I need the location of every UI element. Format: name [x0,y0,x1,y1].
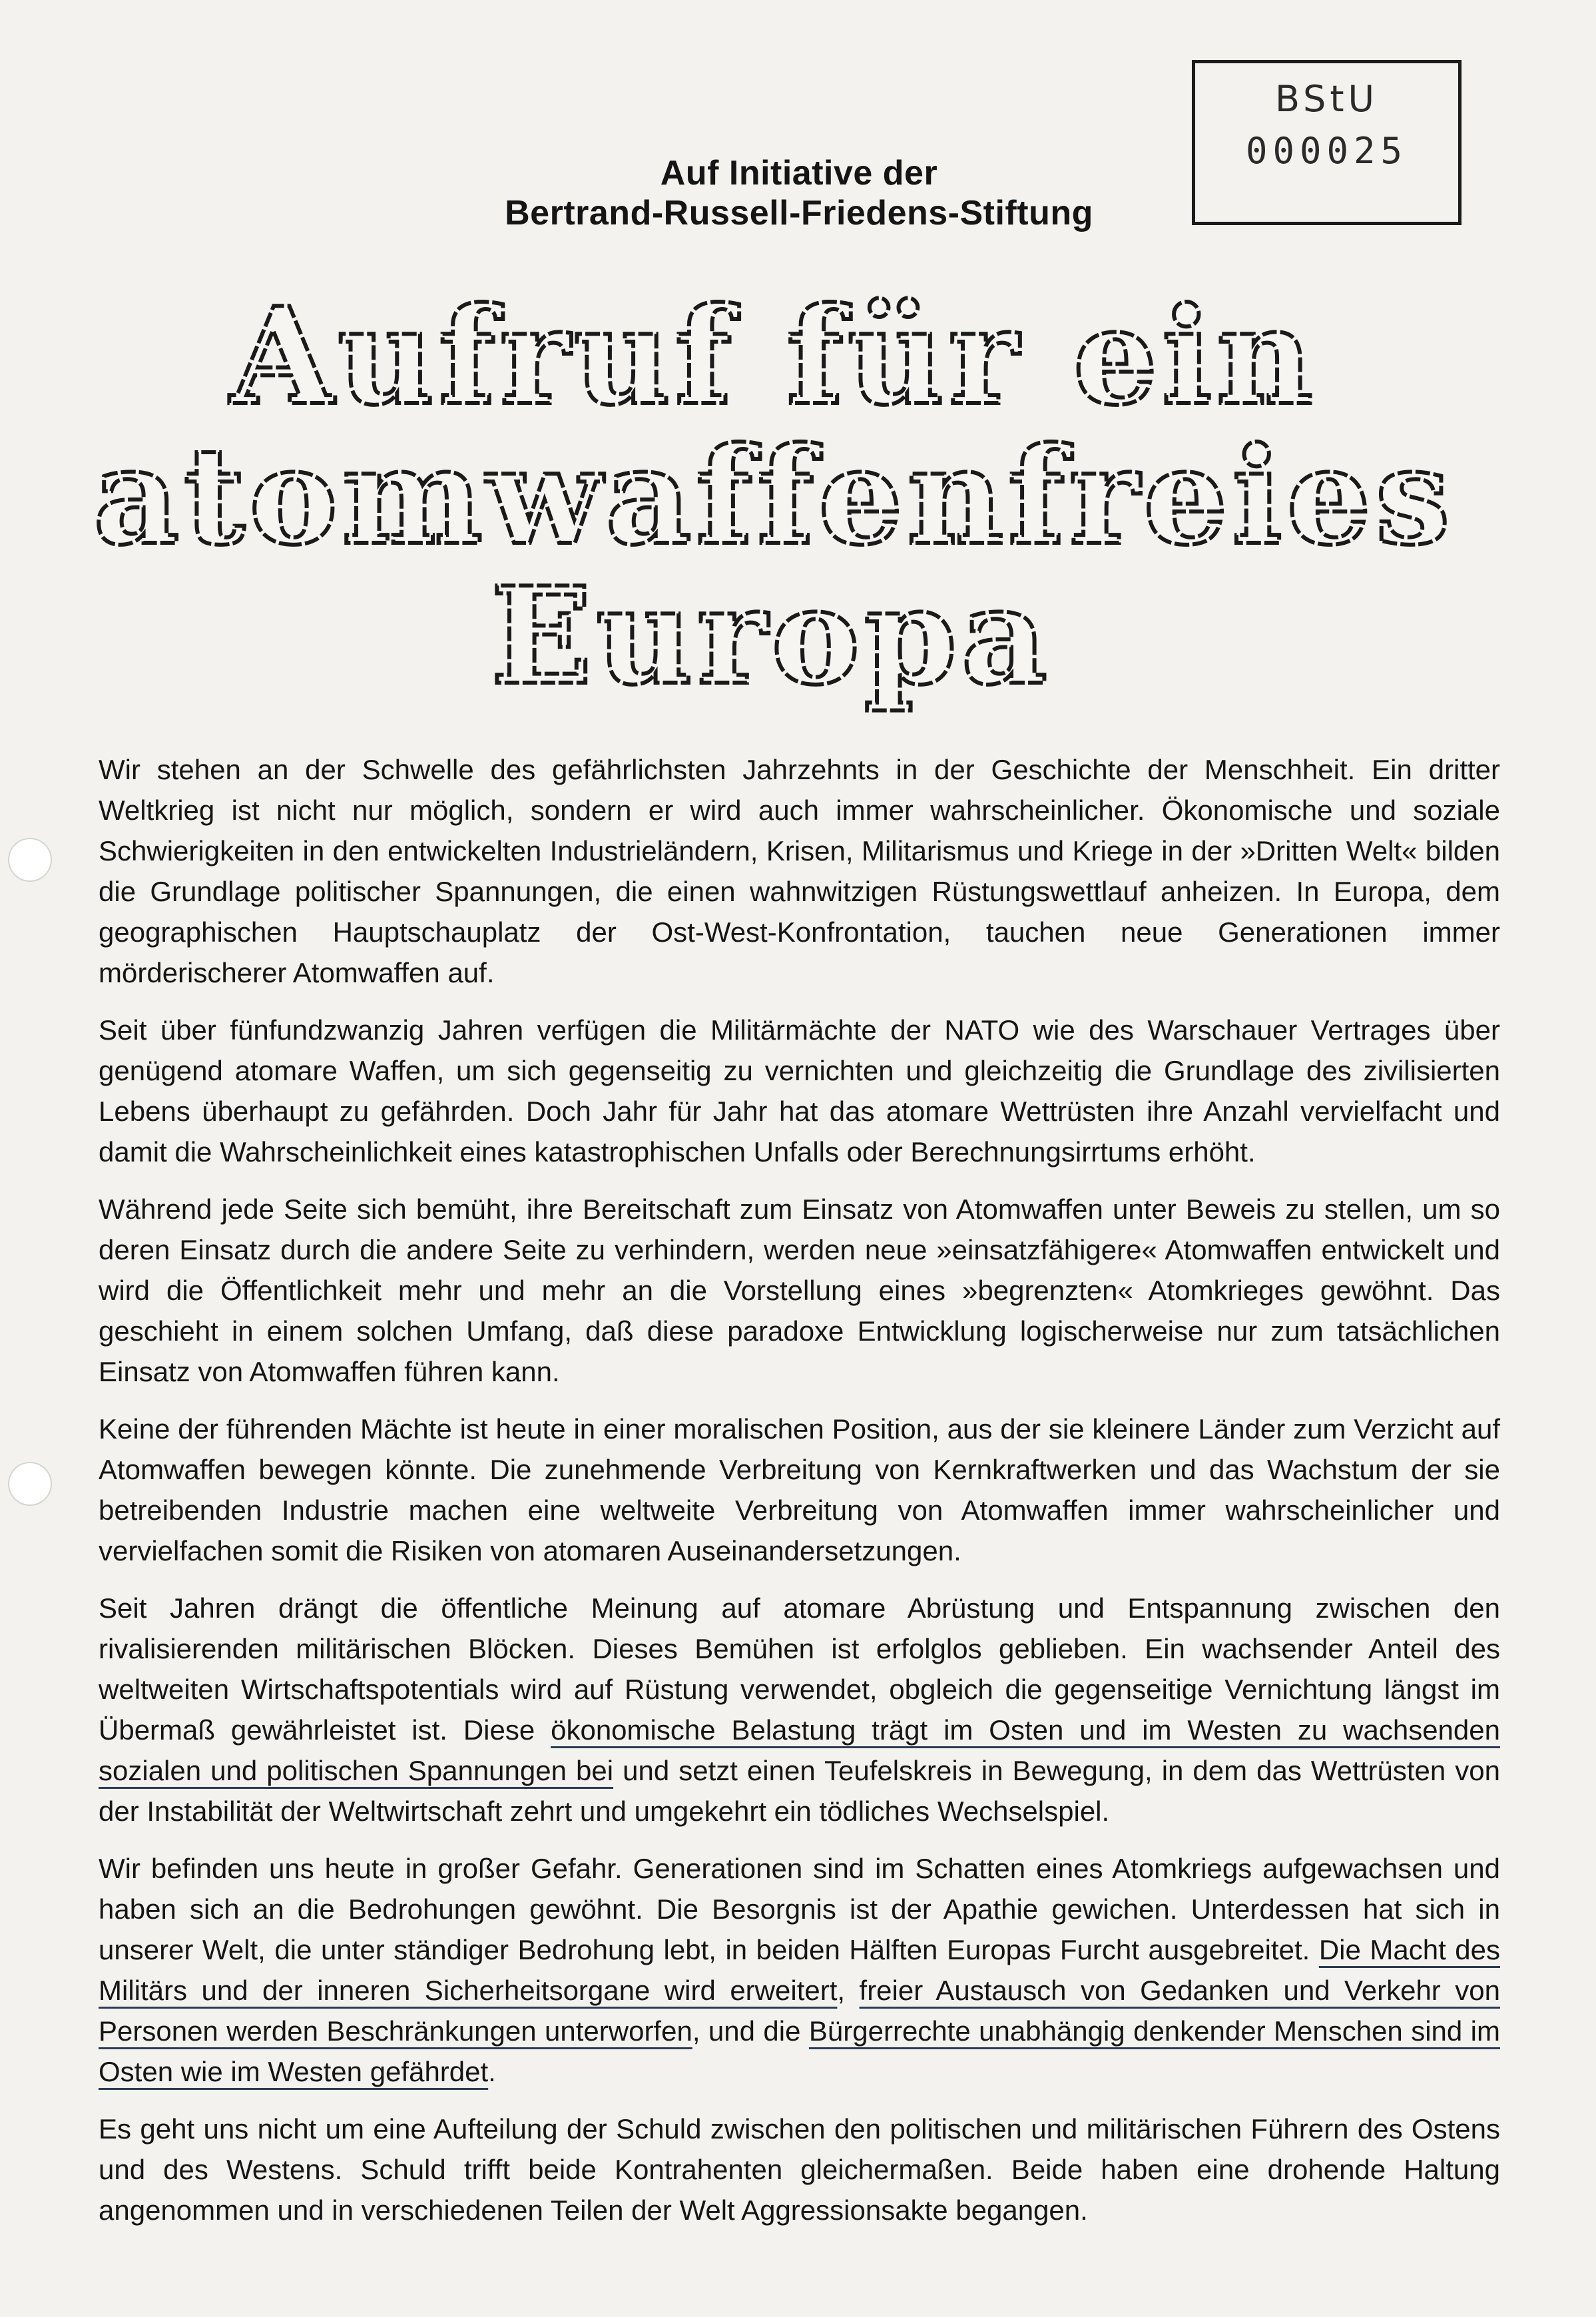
paragraph-4: Keine der führenden Mächte ist heute in einer moralischen Position, aus der sie kleinere Länder zum Verzicht auf Atomwaffen bewegen könnte. Die zunehmende Verbreitung von Kernkraftwerken und das Wachstum der sie betreibenden Industrie machen eine weltweite Verbreitung von Atomwaffen immer wahrscheinlicher und vervielfachen somit die Risiken von atomaren Auseinandersetzungen. [99,1413,1500,1566]
stamp-number: 000025 [1245,130,1408,172]
headline-line-1: Aufruf für ein [230,286,1318,435]
paragraph-6-text-a: Wir befinden uns heute in großer Gefahr. Generationen sind im Schatten eines Atomkriegs aufgewachsen und haben sich an die Bedrohungen gewöhnt. Die Besorgnis ist der Apathie gewichen. Unterdessen hat sich in unserer Welt, die unter ständiger Bedrohung lebt, in beiden Hälften Europas Furcht ausgebreitet. [99,1853,1500,1965]
paragraph-6-underlined-1: Die Macht des Militärs und der inneren Sicherheitsorgane wird erweitert [99,1934,1500,2006]
paragraph-6-text-b: , [837,1975,860,2006]
paragraph-3: Während jede Seite sich bemüht, ihre Bereitschaft zum Einsatz von Atomwaffen unter Beweis zu stellen, um so deren Einsatz durch die andere Seite zu verhindern, werden neue »einsatzfähigere« Atomwaffen entwickelt und wird die Öffentlichkeit mehr und mehr an die Vorstellung eines »begrenzten« Atomkrieges gewöhnt. Das geschieht in einem solchen Umfang, daß diese paradoxe Entwicklung logischerweise nur zum tatsächlichen Einsatz von Atomwaffen führen kann. [99,1193,1500,1387]
stamp-label: BStU [1274,78,1379,120]
paragraph-7: Es geht uns nicht um eine Aufteilung der Schuld zwischen den politischen und militärischen Führern des Ostens und des Westens. Schuld trifft beide Kontrahenten gleichermaßen. Beide haben eine drohende Haltung angenommen und in verschiedenen Teilen der Welt Aggressionsakte begangen. [99,2113,1500,2226]
archive-stamp [1192,60,1462,225]
paragraph-6-underlined-2: freier Austausch von Gedanken und Verkehr von Personen werden Beschränkungen unterworfen [99,1975,1500,2047]
paragraph-6-text-d: . [488,2056,496,2087]
body-text [99,749,1500,2247]
headline [0,286,1596,713]
paragraph-5-text-b: und setzt einen Teufelskreis in Bewegung, in dem das Wettrüsten von der Instabilität der Weltwirtschaft zehrt und umgekehrt ein tödliches Wechselspiel. [99,1755,1500,1827]
headline-line-3: Europa [490,558,1052,713]
paragraph-5-text-a: Seit Jahren drängt die öffentliche Meinung auf atomare Abrüstung und Entspannung zwischen den rivalisierenden militärischen Blöcken. Dieses Bemühen ist erfolglos geblieben. Ein wachsender Anteil des weltweiten Wirtschaftspotentials wird auf Rüstung verwendet, obgleich die gegenseitige Vernichtung längst im Übermaß gewährleistet ist. Diese [99,1592,1500,1746]
paragraph-5 [99,1588,1500,1831]
paragraph-6-text-c: , und die [692,2015,809,2047]
paragraph-6-underlined-3: Bürgerrechte unabhängig denkender Menschen sind im Osten wie im Westen gefährdet [99,2015,1500,2087]
punch-hole-top [8,838,52,882]
paragraph-5-underlined: ökonomische Belastung trägt im Osten und im Westen zu wachsenden sozialen und politischen Spannungen bei [99,1714,1500,1786]
paragraph-6 [99,1848,1500,2092]
initiative-line-2: Bertrand-Russell-Friedens-Stiftung [505,194,1093,232]
paragraph-1: Wir stehen an der Schwelle des gefährlichsten Jahrzehnts in der Geschichte der Menschheit. Ein dritter Weltkrieg ist nicht nur möglich, sondern er wird auch immer wahrscheinlicher. Ökonomische und soziale Schwierigkeiten in den entwickelten Industrieländern, Krisen, Militarismus und Kriege in der »Dritten Welt« bilden die Grundlage politischer Spannungen, die einen wahnwitzigen Rüstungswettlauf anheizen. In Europa, dem geographischen Hauptschauplatz der Ost-West-Konfrontation, tauchen neue Generationen immer mörderischerer Atomwaffen auf. [99,754,1500,988]
initiative-line-1: Auf Initiative der [660,154,938,192]
punch-hole-bottom [8,1462,52,1506]
paragraph-2: Seit über fünfundzwanzig Jahren verfügen die Militärmächte der NATO wie des Warschauer Vertrages über genügend atomare Waffen, um sich gegenseitig zu vernichten und gleichzeitig die Grundlage des zivilisierten Lebens überhaupt zu gefährden. Doch Jahr für Jahr hat das atomare Wettrüsten ihre Anzahl vervielfacht und damit die Wahrscheinlichkeit eines katastrophischen Unfalls oder Berechnungsirrtums erhöht. [99,1014,1500,1167]
headline-line-2: atomwaffenfreies [93,418,1454,575]
